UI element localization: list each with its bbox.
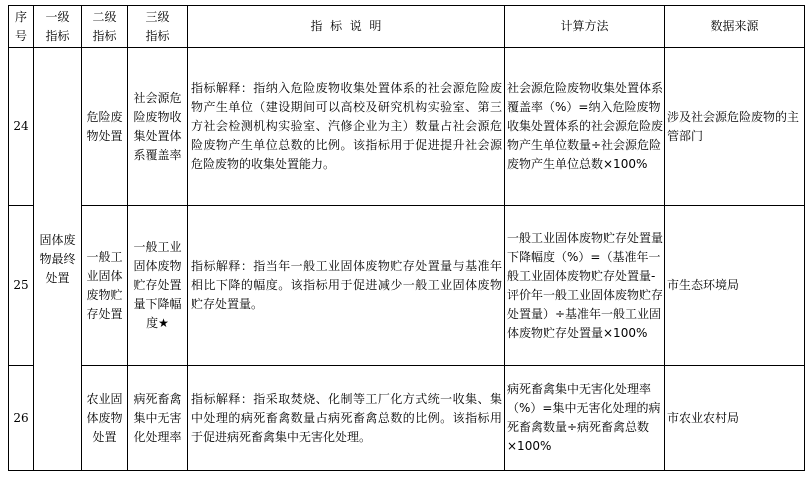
source-cell: 市生态环境局 [665, 206, 805, 366]
header-index: 序 号 [9, 6, 34, 48]
source-cell: 市农业农村局 [665, 366, 805, 471]
row-index: 26 [9, 366, 34, 471]
source-cell: 涉及社会源危险废物的主管部门 [665, 48, 805, 206]
level1-cell: 固体废 物最终 处置 [34, 48, 82, 471]
calculation-cell: 病死畜禽集中无害化处理率（%）=集中无害化处理的病死畜禽数量÷病死畜禽总数×100% [505, 366, 665, 471]
level3-cell: 一般工业 固体废物 贮存处置 量下降幅 度★ [128, 206, 188, 366]
description-cell: 指标解释：指纳入危险废物收集处置体系的社会源危险废物产生单位（建设期间可以高校及研究机构实验室、第三方社会检测机构实验室、汽修企业为主）数量占社会源危险废物产生单位总数的比例。该指标用于促进提升社会源危险废物的收集处置能力。 [188, 48, 505, 206]
header-source: 数据来源 [665, 6, 805, 48]
level3-cell: 病死畜禽 集中无害 化处理率 [128, 366, 188, 471]
level2-cell: 农业固 体废物 处置 [82, 366, 128, 471]
description-cell: 指标解释：指采取焚烧、化制等工厂化方式统一收集、集中处理的病死畜禽数量占病死畜禽总数的比例。该指标用于促进病死畜禽集中无害化处理。 [188, 366, 505, 471]
table-row [9, 206, 805, 366]
level3-cell: 社会源危 险废物收 集处置体 系覆盖率 [128, 48, 188, 206]
level2-cell: 危险废 物处置 [82, 48, 128, 206]
description-cell: 指标解释：指当年一般工业固体废物贮存处置量与基准年相比下降的幅度。该指标用于促进减少一般工业固体废物贮存处置量。 [188, 206, 505, 366]
calculation-cell: 社会源危险废物收集处置体系覆盖率（%）=纳入危险废物收集处置体系的社会源危险废物产生单位数量÷社会源危险废物产生单位总数×100% [505, 48, 665, 206]
header-description: 指 标 说 明 [188, 6, 505, 48]
table-row [9, 366, 805, 471]
row-index: 25 [9, 206, 34, 366]
header-level3: 三级 指标 [128, 6, 188, 48]
header-row [9, 6, 805, 48]
header-calculation: 计算方法 [505, 6, 665, 48]
indicator-table [8, 5, 805, 471]
table-row [9, 48, 805, 206]
calculation-cell: 一般工业固体废物贮存处置量下降幅度（%）=（基准年一般工业固体废物贮存处置量-评价年一般工业固体废物贮存处置量）÷基准年一般工业固体废物贮存处置量×100% [505, 206, 665, 366]
header-level2: 二级 指标 [82, 6, 128, 48]
header-level1: 一级 指标 [34, 6, 82, 48]
row-index: 24 [9, 48, 34, 206]
level2-cell: 一般工 业固体 废物贮 存处置 [82, 206, 128, 366]
